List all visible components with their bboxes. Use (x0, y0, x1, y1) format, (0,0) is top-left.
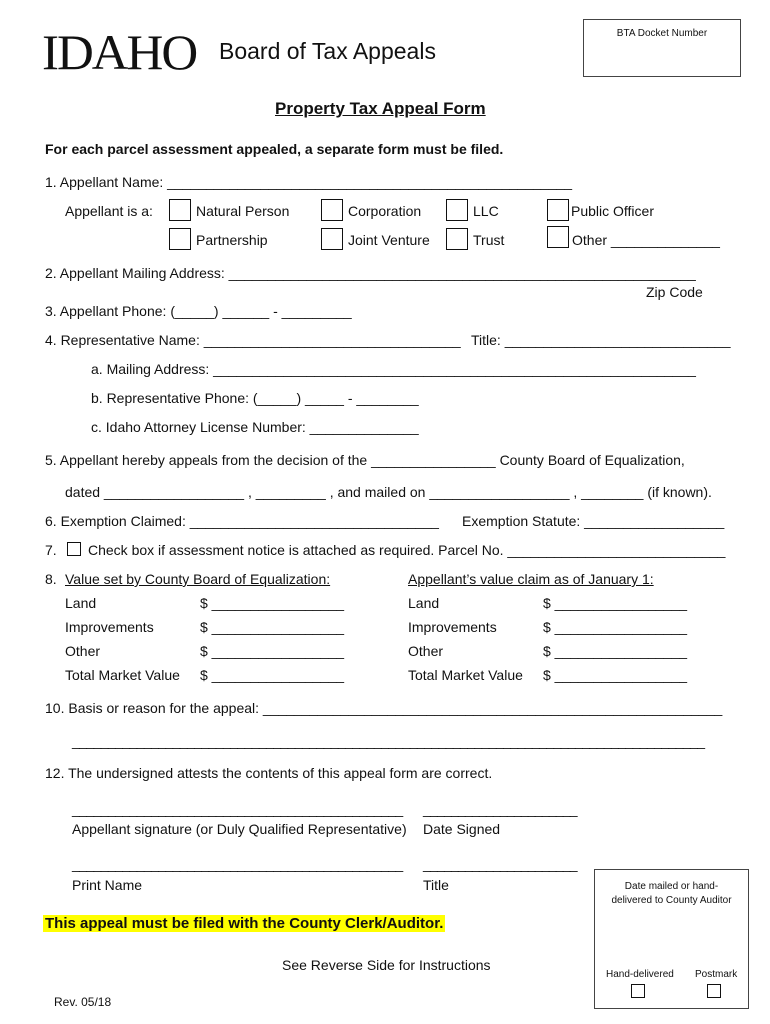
public-officer-label: Public Officer (571, 203, 654, 219)
right-total-label: Total Market Value (408, 667, 523, 683)
hand-delivered-label: Hand-delivered (606, 969, 674, 980)
q8-number: 8. (45, 571, 57, 587)
mailing-date-label: Date mailed or hand-delivered to County Auditor (611, 881, 732, 906)
right-other-label: Other (408, 643, 444, 659)
revision-label: Rev. 05/18 (54, 995, 112, 1009)
left-total-value[interactable]: $ _________________ (200, 667, 345, 683)
trust-label: Trust (473, 232, 505, 248)
right-total-value[interactable]: $ _________________ (543, 667, 688, 683)
signature-line[interactable]: ______________________________________________ (72, 801, 403, 817)
mailing-date-box[interactable] (594, 869, 749, 1009)
q8-right-heading: Appellant’s value claim as of January 1: (408, 571, 654, 587)
public-officer-checkbox[interactable] (547, 199, 569, 221)
reverse-side-note: See Reverse Side for Instructions (282, 957, 491, 973)
q2-mailing-address[interactable]: 2. Appellant Mailing Address: ____________________________________________________________ (45, 265, 696, 281)
filing-notice: This appeal must be filed with the County Clerk/Auditor. (45, 915, 444, 932)
q3-phone[interactable]: 3. Appellant Phone: (_____) ______ - _________ (45, 303, 352, 319)
q10-line[interactable]: ________________________________________________________________________________________ (72, 733, 705, 749)
q10-basis[interactable]: 10. Basis or reason for the appeal: ___________________________________________________________ (45, 700, 723, 716)
docket-number-box[interactable] (583, 19, 741, 77)
title-label: Title (423, 877, 449, 893)
signature-label: Appellant signature (or Duly Qualified Representative) (72, 821, 407, 837)
natural-person-label: Natural Person (196, 203, 290, 219)
hand-delivered-checkbox[interactable] (631, 984, 645, 998)
zip-code-label: Zip Code (646, 284, 703, 300)
q4a-mailing-address[interactable]: a. Mailing Address: ______________________________________________________________ (91, 361, 696, 377)
q6-exemption-claimed[interactable]: 6. Exemption Claimed: ________________________________ (45, 513, 439, 529)
left-land-label: Land (65, 595, 97, 611)
date-signed-label: Date Signed (423, 821, 501, 837)
right-land-label: Land (408, 595, 440, 611)
natural-person-checkbox[interactable] (169, 199, 191, 221)
other-checkbox[interactable] (547, 226, 569, 248)
title-line[interactable]: ______________________ (423, 856, 577, 872)
left-total-label: Total Market Value (65, 667, 180, 683)
q5-dated[interactable]: dated __________________ , _________ , and mailed on __________________ , ________ (if known). (65, 484, 712, 500)
q5-appeal-decision[interactable]: 5. Appellant hereby appeals from the decision of the ________________ County Board of Equalization, (45, 452, 685, 468)
q6-exemption-statute[interactable]: Exemption Statute: __________________ (462, 513, 725, 529)
joint-venture-label: Joint Venture (348, 232, 430, 248)
appellant-is-label: Appellant is a: (65, 203, 153, 219)
partnership-checkbox[interactable] (169, 228, 191, 250)
left-other-label: Other (65, 643, 101, 659)
postmark-label: Postmark (695, 969, 738, 980)
q4c-license-number[interactable]: c. Idaho Attorney License Number: ______________ (91, 419, 419, 435)
right-other-value[interactable]: $ _________________ (543, 643, 688, 659)
print-name-label: Print Name (72, 877, 143, 893)
print-name-line[interactable]: ______________________________________________ (72, 856, 403, 872)
board-name: Board of Tax Appeals (219, 38, 436, 64)
q1-appellant-name[interactable]: 1. Appellant Name: ____________________________________________________ (45, 174, 573, 190)
llc-label: LLC (473, 203, 499, 219)
assessment-attached-checkbox[interactable] (67, 542, 81, 556)
q7-number: 7. (45, 542, 57, 558)
date-signed-line[interactable]: ______________________ (423, 801, 577, 817)
trust-checkbox[interactable] (446, 228, 468, 250)
instruction-text: For each parcel assessment appealed, a separate form must be filed. (45, 141, 504, 157)
corporation-label: Corporation (348, 203, 422, 219)
llc-checkbox[interactable] (446, 199, 468, 221)
q12-attest: 12. The undersigned attests the contents of this appeal form are correct. (45, 765, 493, 781)
right-improvements-label: Improvements (408, 619, 497, 635)
left-improvements-value[interactable]: $ _________________ (200, 619, 345, 635)
left-improvements-label: Improvements (65, 619, 154, 635)
left-other-value[interactable]: $ _________________ (200, 643, 345, 659)
postmark-checkbox[interactable] (707, 984, 721, 998)
q7-parcel-text[interactable]: Check box if assessment notice is attached as required. Parcel No. ____________________________ (88, 542, 726, 558)
left-land-value[interactable]: $ _________________ (200, 595, 345, 611)
page-title: Property Tax Appeal Form (275, 99, 486, 118)
right-improvements-value[interactable]: $ _________________ (543, 619, 688, 635)
other-label[interactable]: Other ______________ (572, 232, 720, 248)
q4b-representative-phone[interactable]: b. Representative Phone: (_____) _____ - ________ (91, 390, 419, 406)
q8-left-heading: Value set by County Board of Equalization: (65, 571, 331, 587)
partnership-label: Partnership (196, 232, 268, 248)
right-land-value[interactable]: $ _________________ (543, 595, 688, 611)
q4-representative-name[interactable]: 4. Representative Name: _________________________________ (45, 332, 461, 348)
joint-venture-checkbox[interactable] (321, 228, 343, 250)
corporation-checkbox[interactable] (321, 199, 343, 221)
q4-title[interactable]: Title: _____________________________ (471, 332, 731, 348)
docket-number-label: BTA Docket Number (616, 28, 708, 39)
idaho-logo: IDAHO (42, 24, 197, 80)
